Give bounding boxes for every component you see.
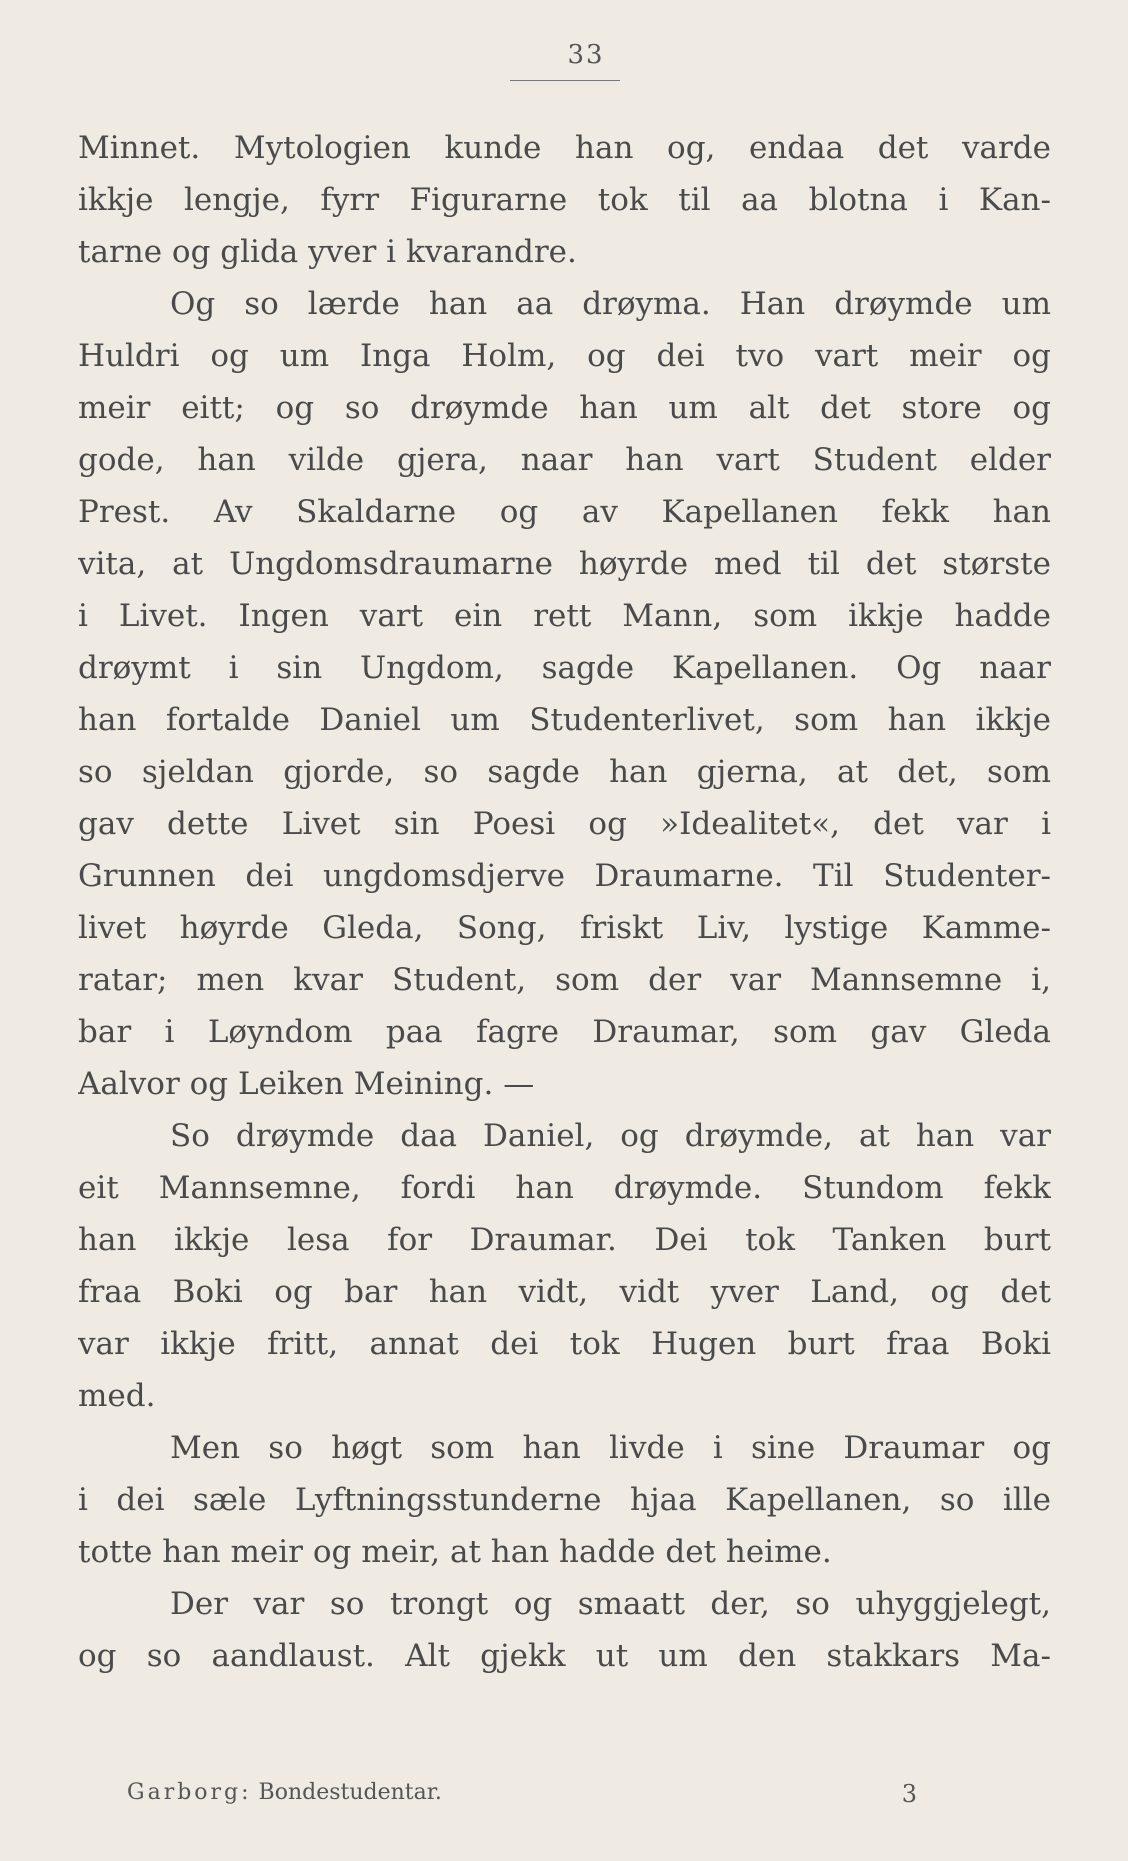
text-line: og so aandlaust. Alt gjekk ut um den stakkars Ma- xyxy=(78,1638,1051,1674)
text-line: vita, at Ungdomsdraumarne høyrde med til det største xyxy=(78,546,1051,582)
text-line: drøymt i sin Ungdom, sagde Kapellanen. Og naar xyxy=(78,650,1051,686)
text-line: han ikkje lesa for Draumar. Dei tok Tanken burt xyxy=(78,1222,1051,1258)
text-line: ratar; men kvar Student, som der var Mannsemne i, xyxy=(78,962,1051,998)
footer-credit xyxy=(127,1780,442,1805)
text-line: han fortalde Daniel um Studenterlivet, som han ikkje xyxy=(78,702,1051,738)
body-text xyxy=(78,122,1051,1682)
text-line: totte han meir og meir, at han hadde det heime. xyxy=(78,1534,832,1570)
text-line: med. xyxy=(78,1378,156,1414)
text-line: fraa Boki og bar han vidt, vidt yver Land, og det xyxy=(78,1274,1051,1310)
text-line: Aalvor og Leiken Meining. — xyxy=(78,1066,535,1102)
text-line: Og so lærde han aa drøyma. Han drøymde um xyxy=(170,286,1051,322)
text-line: ikkje lengje, fyrr Figurarne tok til aa blotna i Kan- xyxy=(78,182,1051,218)
header-rule xyxy=(510,80,620,81)
page-footer xyxy=(127,1780,917,1816)
text-line: i Livet. Ingen vart ein rett Mann, som ikkje hadde xyxy=(78,598,1051,634)
footer-title: Bondestudentar. xyxy=(258,1780,442,1805)
footer-author: Garborg: xyxy=(127,1780,252,1805)
page-number: 33 xyxy=(567,40,605,70)
text-line: livet høyrde Gleda, Song, friskt Liv, lystige Kamme- xyxy=(78,910,1051,946)
text-line: meir eitt; og so drøymde han um alt det store og xyxy=(78,390,1051,426)
text-line: gode, han vilde gjera, naar han vart Student elder xyxy=(78,442,1051,478)
text-line: Grunnen dei ungdomsdjerve Draumarne. Til Studenter- xyxy=(78,858,1051,894)
text-line: Huldri og um Inga Holm, og dei tvo vart meir og xyxy=(78,338,1051,374)
text-line: Prest. Av Skaldarne og av Kapellanen fekk han xyxy=(78,494,1051,530)
text-line: eit Mannsemne, fordi han drøymde. Stundom fekk xyxy=(78,1170,1051,1206)
text-line: i dei sæle Lyftningsstunderne hjaa Kapellanen, so ille xyxy=(78,1482,1051,1518)
text-line: tarne og glida yver i kvarandre. xyxy=(78,234,577,270)
text-line: Der var so trongt og smaatt der, so uhyggjelegt, xyxy=(170,1586,1051,1622)
text-line: var ikkje fritt, annat dei tok Hugen burt fraa Boki xyxy=(78,1326,1051,1362)
text-line: Minnet. Mytologien kunde han og, endaa det varde xyxy=(78,130,1051,166)
signature-mark: 3 xyxy=(901,1780,917,1808)
text-line: so sjeldan gjorde, so sagde han gjerna, at det, som xyxy=(78,754,1051,790)
text-line: So drøymde daa Daniel, og drøymde, at han var xyxy=(170,1118,1051,1154)
text-line: gav dette Livet sin Poesi og »Idealitet«, det var i xyxy=(78,806,1051,842)
text-line: bar i Løyndom paa fagre Draumar, som gav Gleda xyxy=(78,1014,1051,1050)
text-line: Men so høgt som han livde i sine Draumar og xyxy=(170,1430,1051,1466)
